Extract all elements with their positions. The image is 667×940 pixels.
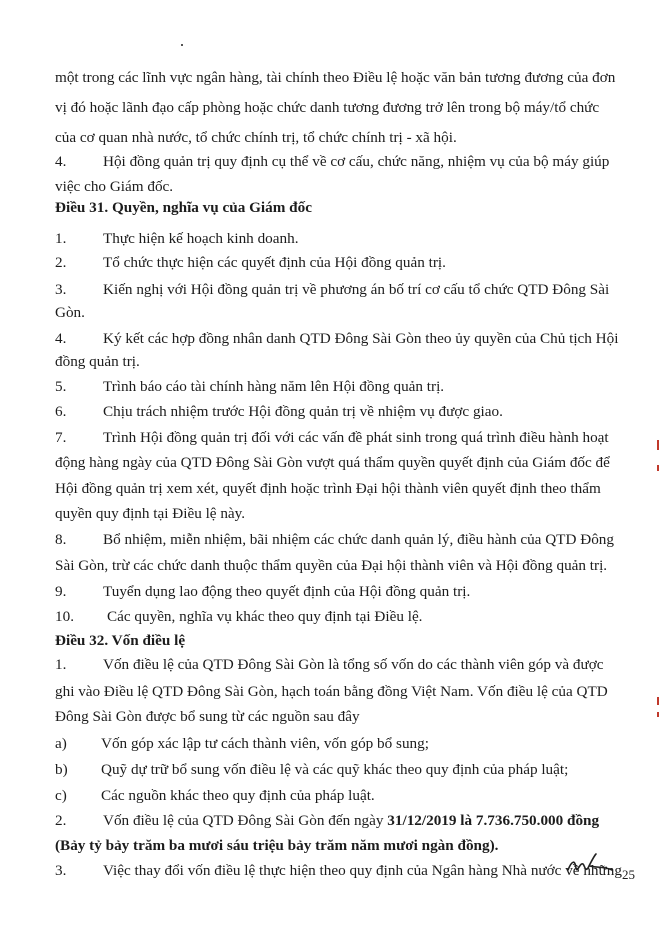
- a31-item-3: [55, 281, 609, 299]
- a31-item-1: [55, 230, 299, 248]
- a31-item-3-cont: Gòn.: [55, 304, 85, 321]
- a32-sub-a: [55, 735, 429, 753]
- a31-item-9: [55, 583, 470, 601]
- a31-item-4-cont: đồng quản trị.: [55, 353, 140, 370]
- a32-item-1: [55, 656, 603, 674]
- item-number: 6.: [55, 403, 67, 420]
- item-text: Bổ nhiệm, miễn nhiệm, bãi nhiệm các chức danh quản lý, điều hành của QTD Đông: [103, 531, 614, 548]
- item-text: Tổ chức thực hiện các quyết định của Hội đồng quản trị.: [103, 254, 446, 271]
- a32-item-1-cont-2: Đông Sài Gòn được bổ sung từ các nguồn sau đây: [55, 708, 360, 725]
- item-text: Hội đồng quản trị quy định cụ thể về cơ cấu, chức năng, nhiệm vụ của bộ máy giúp: [103, 153, 610, 170]
- a32-sub-c: [55, 787, 375, 805]
- scan-mark: [657, 712, 659, 717]
- item-text: Tuyển dụng lao động theo quyết định của Hội đồng quản trị.: [103, 583, 471, 600]
- item-number: 1.: [55, 230, 67, 247]
- item-text-regular: Vốn điều lệ của QTD Đông Sài Gòn đến ngày: [103, 812, 388, 829]
- item-text: Các quyền, nghĩa vụ khác theo quy định tại Điều lệ.: [107, 608, 423, 625]
- sub-label: a): [55, 735, 67, 752]
- scan-mark: [657, 465, 659, 471]
- a31-item-7-cont-1: động hàng ngày của QTD Đông Sài Gòn vượt quá thẩm quyền quyết định của Giám đốc để: [55, 454, 610, 471]
- sub-text: Quỹ dự trữ bổ sung vốn điều lệ và các quỹ khác theo quy định của pháp luật;: [101, 761, 569, 778]
- item-number: 3.: [55, 281, 67, 298]
- item-text: Chịu trách nhiệm trước Hội đồng quản trị về nhiệm vụ được giao.: [103, 403, 503, 420]
- intro-line-1: một trong các lĩnh vực ngân hàng, tài chính theo Điều lệ hoặc văn bản tương đương của đơn: [55, 69, 616, 86]
- item-text: Kiến nghị với Hội đồng quản trị về phương án bố trí cơ cấu tổ chức QTD Đông Sài: [103, 281, 610, 298]
- a31-item-5: [55, 378, 444, 396]
- a32-item-3: [55, 862, 622, 880]
- item-number: 4.: [55, 153, 67, 170]
- scan-mark: [657, 440, 659, 450]
- a31-item-4: [55, 330, 618, 348]
- sub-label: b): [55, 761, 68, 778]
- a31-item-7-cont-3: quyền quy định tại Điều lệ này.: [55, 505, 246, 522]
- article-32-heading: Điều 32. Vốn điều lệ: [55, 632, 186, 649]
- a32-item-1-cont-1: ghi vào Điều lệ QTD Đông Sài Gòn, hạch toán bằng đồng Việt Nam. Vốn điều lệ của QTD: [55, 683, 608, 700]
- a31-item-7: [55, 429, 609, 447]
- item-number: 5.: [55, 378, 67, 395]
- item-number: 10.: [55, 608, 74, 625]
- item-number: 4.: [55, 330, 67, 347]
- a31-item-10: [55, 608, 422, 626]
- a31-item-6: [55, 403, 503, 421]
- item-text: Vốn điều lệ của QTD Đông Sài Gòn là tổng số vốn do các thành viên góp và được: [103, 656, 604, 673]
- page-number: 25: [622, 867, 635, 882]
- scan-mark: [657, 697, 659, 705]
- a31-item-8: [55, 531, 614, 549]
- item-text: Trình báo cáo tài chính hàng năm lên Hội đồng quản trị.: [103, 378, 445, 395]
- scan-dot: [181, 44, 183, 46]
- a32-item-2: [55, 812, 599, 830]
- intro-item-4: [55, 153, 609, 171]
- sub-text: Vốn góp xác lập tư cách thành viên, vốn góp bổ sung;: [101, 735, 429, 752]
- item-number: 1.: [55, 656, 67, 673]
- item-number: 2.: [55, 812, 67, 829]
- sub-text: Các nguồn khác theo quy định của pháp luật.: [101, 787, 375, 804]
- signature-mark: [566, 850, 616, 876]
- item-text: Việc thay đổi vốn điều lệ thực hiện theo quy định của Ngân hàng Nhà nước về những: [103, 862, 622, 879]
- intro-line-3: của cơ quan nhà nước, tổ chức chính trị, tổ chức chính trị - xã hội.: [55, 129, 457, 146]
- item-number: 8.: [55, 531, 67, 548]
- item-text: Ký kết các hợp đồng nhân danh QTD Đông Sài Gòn theo ủy quyền của Chủ tịch Hội: [103, 330, 619, 347]
- a31-item-7-cont-2: Hội đồng quản trị xem xét, quyết định hoặc trình Đại hội thành viên quyết định theo thẩm: [55, 480, 601, 497]
- a32-item-2-cont: (Bảy tỷ bảy trăm ba mươi sáu triệu bảy trăm năm mươi ngàn đồng).: [55, 837, 499, 854]
- item-number: 7.: [55, 429, 67, 446]
- a32-sub-b: [55, 761, 568, 779]
- item-text: Thực hiện kế hoạch kinh doanh.: [103, 230, 299, 247]
- sub-label: c): [55, 787, 67, 804]
- a31-item-8-cont: Sài Gòn, trừ các chức danh thuộc thẩm quyền của Đại hội thành viên và Hội đồng quản trị.: [55, 557, 608, 574]
- a31-item-2: [55, 254, 446, 272]
- item-text-bold: 31/12/2019 là 7.736.750.000 đồng: [387, 812, 600, 829]
- intro-item-4-cont: việc cho Giám đốc.: [55, 178, 174, 195]
- item-number: 2.: [55, 254, 67, 271]
- item-text: Trình Hội đồng quản trị đối với các vấn đề phát sinh trong quá trình điều hành hoạt: [103, 429, 609, 446]
- article-31-heading: Điều 31. Quyền, nghĩa vụ của Giám đốc: [55, 199, 312, 216]
- item-number: 3.: [55, 862, 67, 879]
- item-number: 9.: [55, 583, 67, 600]
- intro-line-2: vị đó hoặc lãnh đạo cấp phòng hoặc chức danh tương đương trở lên trong bộ máy/tổ chức: [55, 99, 600, 116]
